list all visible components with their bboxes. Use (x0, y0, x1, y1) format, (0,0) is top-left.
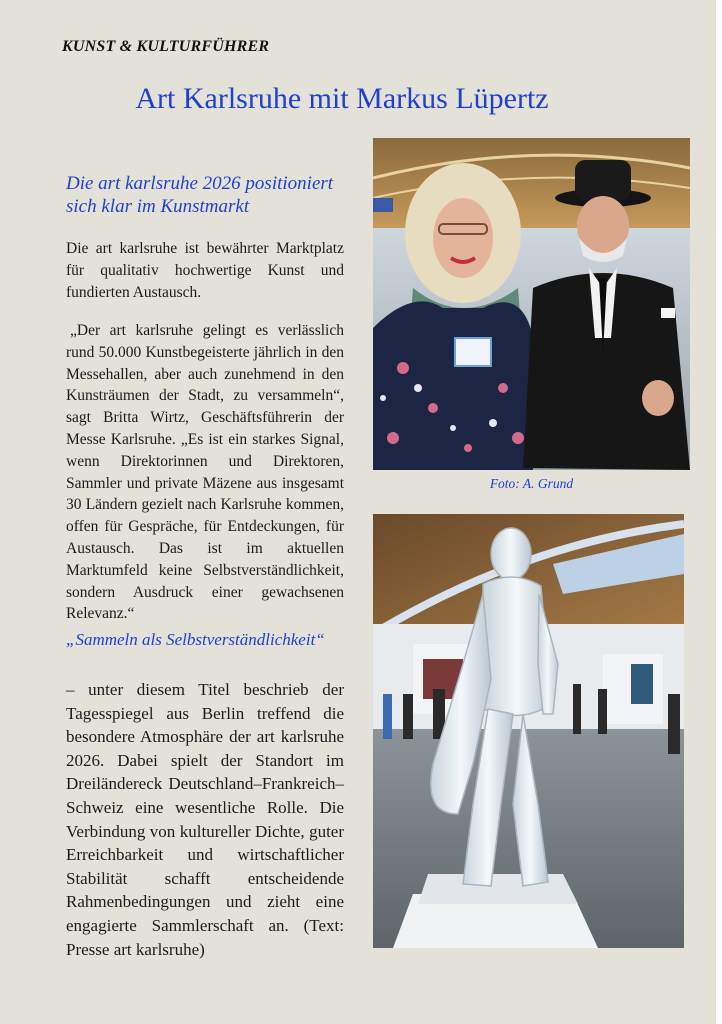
portrait-illustration (373, 138, 690, 470)
sculpture-illustration (373, 514, 684, 948)
headline-text: Art Karlsruhe mit Markus Lüpertz (135, 82, 549, 115)
article-subhead: Die art karlsruhe 2026 positioniert sich klar im Kunstmarkt (66, 173, 334, 217)
photo-sculpture (373, 514, 684, 948)
paragraph-quote: „Der art karlsruhe gelingt es verlässlich rund 50.000 Kunstbegeisterte jährlich in den Messehallen, aber auch zunehmend in den Kunsträumen der Stadt, zu versammeln“, sagt Britta Wirtz, Geschäftsführerin der Messe Karlsruhe. „Es ist ein starkes Signal, wenn Direktorinnen und Direktoren, Sammler und private Mäzene aus insgesamt 30 Ländern gezielt nach Karlsruhe kommen, offen für Gespräche, für Entdeckungen, für Austausch. Das ist im aktuellen Marktumfeld keine Selbstverständlichkeit, sondern Ausdruck einer gewachsenen Relevanz.“ (66, 322, 344, 623)
photo-portrait (373, 138, 690, 470)
page-title (0, 82, 684, 116)
section-label: KUNST & KULTURFÜHRER (62, 38, 270, 55)
photo-caption: Foto: A. Grund (489, 476, 574, 491)
quote-heading: „Sammeln als Selbstverständlichkeit“ (66, 630, 325, 649)
paragraph-closing: – unter diesem Titel beschrieb der Tagesspiegel aus Berlin treffend die besondere Atmosphäre der art karlsruhe 2026. Dabei spielt der Standort im Dreiländereck Deutschland–Frankreich–Schweiz eine wesentliche Rolle. Die Verbindung von kultureller Dichte, guter Erreichbarkeit und wirtschaftlicher Stabilität schafft entscheidende Rahmenbedingungen und zieht eine engagierte Sammlerschaft an. (Text: Presse art karlsruhe) (66, 680, 344, 959)
page-edge (716, 0, 722, 1024)
paragraph-intro: Die art karlsruhe ist bewährter Marktplatz für qualitativ hochwertige Kunst und fundierten Austausch. (66, 240, 344, 301)
